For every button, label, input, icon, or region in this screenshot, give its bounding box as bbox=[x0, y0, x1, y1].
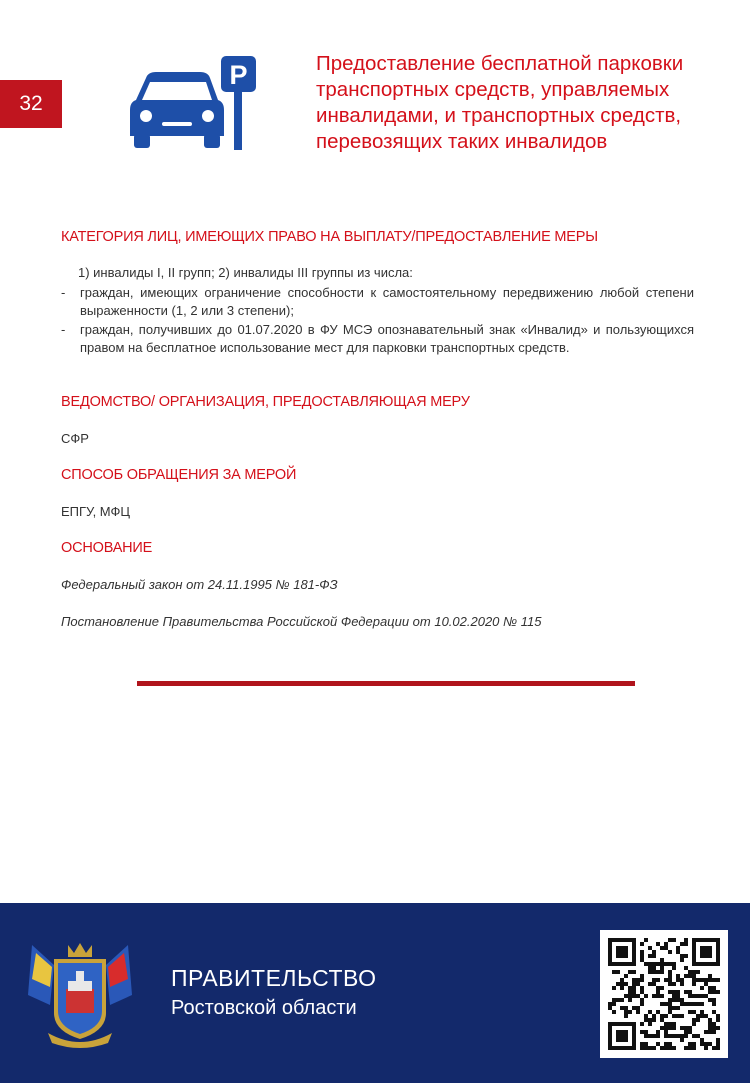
coat-of-arms-icon bbox=[24, 935, 136, 1051]
basis-heading: ОСНОВАНИЕ bbox=[61, 540, 153, 556]
page-number: 32 bbox=[0, 80, 62, 128]
divider bbox=[137, 681, 635, 686]
basis-law: Федеральный закон от 24.11.1995 № 181-ФЗ bbox=[61, 577, 338, 592]
qr-code bbox=[600, 930, 728, 1058]
footer-subtitle: Ростовской области bbox=[171, 997, 357, 1019]
list-item: - граждан, получивших до 01.07.2020 в ФУ МСЭ опознавательный знак «Инвалид» и пользующихся правом на бесплатное использование мест для парковки транспортных средств. bbox=[61, 321, 694, 355]
basis-decree: Постановление Правительства Российской Федерации от 10.02.2020 № 115 bbox=[61, 614, 542, 629]
page-title: Предоставление бесплатной парковки транспортных средств, управляемых инвалидами, и транспортных средств, перевозящих таких инвалидов bbox=[316, 52, 684, 153]
category-intro: 1) инвалиды I, II групп; 2) инвалиды III группы из числа: bbox=[78, 265, 413, 280]
category-list bbox=[61, 284, 694, 357]
method-value: ЕПГУ, МФЦ bbox=[61, 504, 130, 519]
agency-value: СФР bbox=[61, 431, 89, 446]
car-parking-icon bbox=[128, 56, 260, 152]
category-heading: КАТЕГОРИЯ ЛИЦ, ИМЕЮЩИХ ПРАВО НА ВЫПЛАТУ/ПРЕДОСТАВЛЕНИЕ МЕРЫ bbox=[61, 229, 598, 245]
list-item: - граждан, имеющих ограничение способности к самостоятельному передвижению любой степени выраженности (1, 2 или 3 степени); bbox=[61, 285, 694, 319]
svg-text:P: P bbox=[229, 60, 248, 90]
footer bbox=[0, 903, 750, 1083]
footer-title: ПРАВИТЕЛЬСТВО bbox=[171, 965, 377, 991]
agency-heading: ВЕДОМСТВО/ ОРГАНИЗАЦИЯ, ПРЕДОСТАВЛЯЮЩАЯ МЕРУ bbox=[61, 394, 470, 410]
method-heading: СПОСОБ ОБРАЩЕНИЯ ЗА МЕРОЙ bbox=[61, 467, 297, 483]
